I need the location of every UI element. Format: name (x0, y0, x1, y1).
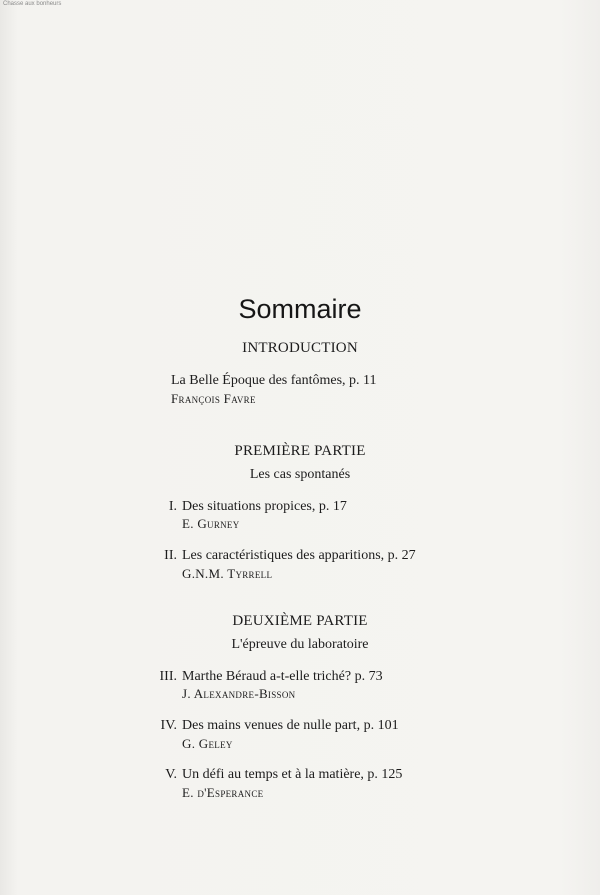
introduction-heading: INTRODUCTION (242, 340, 358, 356)
introduction-entry-author: François Favre (171, 391, 256, 406)
toc-entry-author: G. Geley (182, 736, 233, 751)
toc-entry-title (155, 767, 402, 783)
chapter-number: II. (164, 548, 177, 563)
toc-entry-title (155, 548, 416, 564)
chapter-title: Les caractéristiques des apparitions, p. 27 (182, 548, 416, 563)
chapter-number: IV. (160, 718, 177, 733)
watermark: Chasse aux bonheurs (3, 1, 62, 7)
chapter-title: Des situations propices, p. 17 (182, 499, 347, 514)
part1-subtitle: Les cas spontanés (249, 467, 351, 482)
chapter-title: Un défi au temps et à la matière, p. 125 (182, 767, 403, 782)
chapter-number: III. (159, 669, 177, 684)
chapter-title: Marthe Béraud a-t-elle triché? p. 73 (182, 669, 383, 684)
part2-subtitle: L'épreuve du laboratoire (231, 637, 369, 652)
part1-heading: PREMIÈRE PARTIE (234, 443, 366, 459)
introduction-entry-title: La Belle Époque des fantômes, p. 11 (171, 373, 377, 388)
chapter-title: Des mains venues de nulle part, p. 101 (182, 718, 399, 733)
chapter-number: I. (168, 499, 177, 514)
toc-entry-title (155, 499, 347, 515)
toc-entry-author: G.N.M. Tyrrell (182, 566, 273, 581)
part2-heading: DEUXIÈME PARTIE (232, 613, 368, 629)
toc-entry-author: E. d'Esperance (182, 785, 264, 800)
chapter-number: V. (165, 767, 177, 782)
toc-entry-author: E. Gurney (182, 516, 240, 531)
toc-entry-title (155, 718, 399, 734)
toc-entry-title (155, 669, 383, 685)
toc-entry-author: J. Alexandre-Bisson (182, 686, 296, 701)
page-title: Sommaire (238, 294, 362, 324)
